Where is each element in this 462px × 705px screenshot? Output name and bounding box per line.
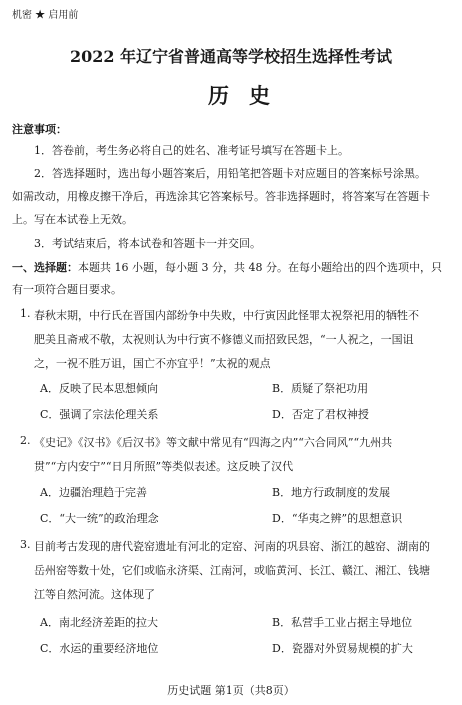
confidential-label: 机密 ★ 启用前 [12, 10, 79, 21]
option-b: B．地方行政制度的发展 [272, 486, 391, 499]
option-b: B．质疑了祭祀功用 [272, 382, 369, 395]
section-heading [12, 259, 442, 275]
option-c: C．强调了宗法伦理关系 [40, 408, 159, 421]
note-line: 如需改动，用橡皮擦干净后，再选涂其它答案标号。答非选择题时，将答案写在答题卡 [12, 190, 430, 203]
note-line: 3．考试结束后，将本试卷和答题卡一并交回。 [34, 237, 261, 250]
subject-title: 历史 [208, 83, 290, 108]
question-text: 贯”“方内安宁”“日月所照”等类似表述。这反映了汉代 [34, 460, 294, 473]
question-number: 1. [20, 307, 31, 320]
question-text: 之，一祝不胜万诅，国亡不亦宜乎！”太祝的观点 [34, 357, 271, 370]
option-b: B．私营手工业占据主导地位 [272, 616, 413, 629]
option-a: A．南北经济差距的拉大 [40, 616, 158, 629]
question-text: 目前考古发现的唐代瓷窑遗址有河北的定窑、河南的巩县窑、浙江的越窑、湖南的 [34, 540, 430, 553]
section-text-cont: 有一项符合题目要求。 [12, 283, 122, 296]
exam-title: 2022 年辽宁省普通高等学校招生选择性考试 [69, 47, 393, 66]
question-text: 肥美且斋戒不敬，太祝则认为中行寅不修德义而招致民怨，“一人祝之，一国诅 [34, 333, 414, 346]
question-text: 江等自然河流。这体现了 [34, 588, 155, 601]
option-c: C．水运的重要经济地位 [40, 642, 159, 655]
notes-heading: 注意事项： [12, 123, 67, 136]
question-number: 3. [20, 538, 31, 551]
note-line: 1．答卷前，考生务必将自己的姓名、准考证号填写在答题卡上。 [34, 144, 349, 157]
option-d: D．瓷器对外贸易规模的扩大 [272, 642, 413, 655]
option-d: D．否定了君权神授 [272, 408, 369, 421]
option-a: A．反映了民本思想倾向 [40, 382, 158, 395]
section-text: 本题共 16 小题，每小题 3 分，共 48 分。在每小题给出的四个选项中，只 [78, 261, 442, 274]
section-label: 一、选择题： [12, 261, 78, 274]
note-line: 2．答选择题时，选出每小题答案后，用铅笔把答题卡对应题目的答案标号涂黑。 [34, 167, 426, 180]
question-text: 岳州窑等数十处，它们或临永济渠、江南河，或临黄河、长江、赣江、湘江、钱塘 [34, 564, 430, 577]
note-line: 上。写在本试卷上无效。 [12, 213, 133, 226]
option-a: A．边疆治理趋于完善 [40, 486, 147, 499]
question-text: 《史记》《汉书》《后汉书》等文献中常见有“四海之内”“六合同风”“九州共 [34, 436, 393, 449]
option-d: D．“华夷之辨”的思想意识 [272, 512, 403, 525]
page-footer: 历史试题 第1页（共8页） [167, 684, 295, 697]
question-text: 春秋末期，中行氏在晋国内部纷争中失败，中行寅因此怪罪太祝祭祀用的牺牲不 [34, 309, 419, 322]
question-number: 2. [20, 434, 31, 447]
option-c: C．“大一统”的政治理念 [40, 512, 159, 525]
